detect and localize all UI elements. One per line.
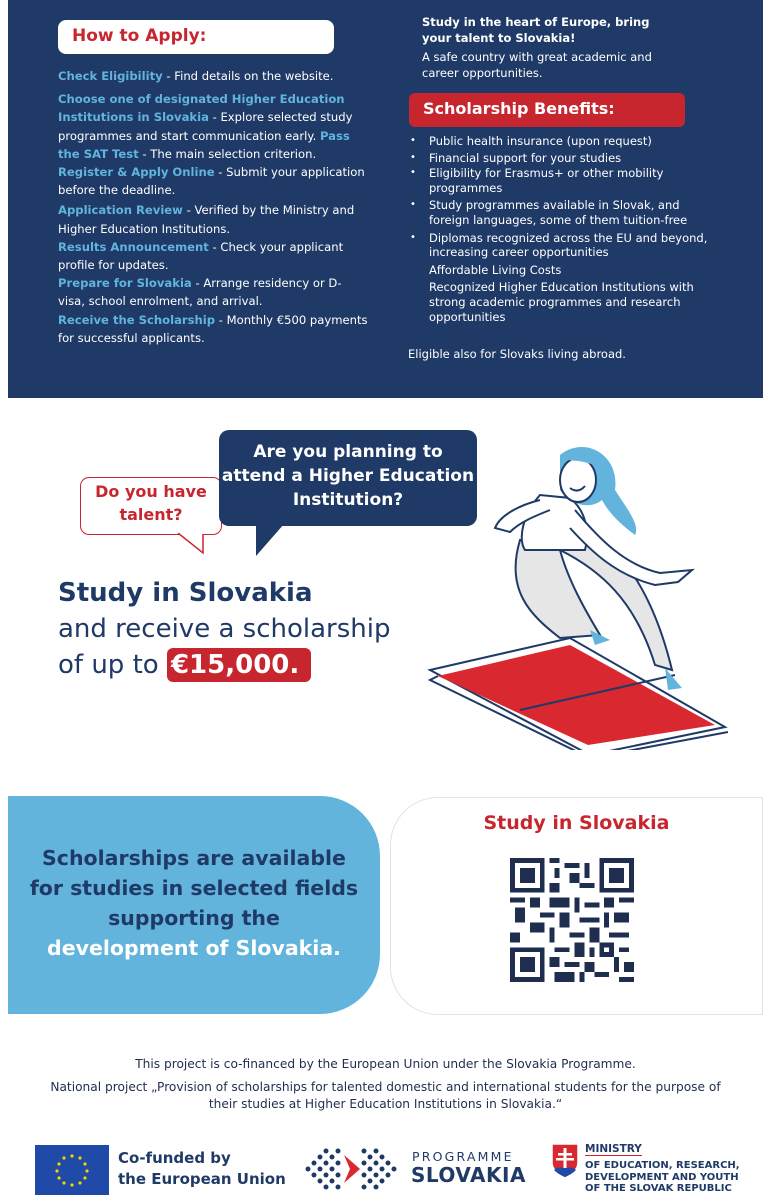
step-3-label: Pass the SAT Test [58, 128, 350, 161]
ministry-label: MINISTRY [585, 1143, 642, 1155]
how-to-apply-title: How to Apply: [72, 26, 207, 46]
step-5: Application Review - Verified by the Ministry and Higher Education Institutions. [58, 203, 355, 236]
scholarship-headline [58, 575, 390, 683]
ministry-name: OF EDUCATION, RESEARCH, DEVELOPMENT AND YOUTH OF THE SLOVAK REPUBLIC [585, 1160, 740, 1194]
headline-line-1: Study in Slovakia [58, 578, 313, 608]
step-2: Choose one of designated Higher Education Institutions in Slovakia - Explore selected study programmes and start communication early. Pass the SAT Test - The main selection criterion. Register & Apply Online - Submit your application before the deadline. [58, 92, 365, 198]
step-8: Receive the Scholarship - Monthly €500 payments for successful applicants. [58, 312, 368, 345]
step-1-label: Check Eligibility [58, 69, 163, 83]
benefits-title: Scholarship Benefits: [423, 99, 615, 118]
intro-block [422, 14, 722, 81]
step-4-label: Register & Apply Online [58, 165, 215, 180]
benefit-item: • Study programmes available in Slovak, and foreign languages, some of them tuition-free [410, 198, 720, 227]
eligible-note: Eligible also for Slovaks living abroad. [408, 347, 626, 361]
step-5-label: Application Review [58, 203, 183, 218]
intro-sub: A safe country with great academic and career opportunities. [422, 50, 652, 80]
eu-flag-icon [35, 1145, 109, 1195]
qr-title: Study in Slovakia [483, 812, 670, 834]
scholarship-fields-text: Scholarships are available for studies in selected fields supporting the development of Slovakia. [29, 846, 359, 960]
footer-national-project-note: National project „Provision of scholarships for talented domestic and international students for the purpose of their studies at Higher Education Institutions in Slovakia.“ [50, 1080, 721, 1111]
scholarship-benefits-heading [409, 93, 685, 127]
footer-cofinanced-note: This project is co-financed by the European Union under the Slovakia Programme. [135, 1057, 636, 1071]
step-1: Check Eligibility - Find details on the website. [58, 69, 334, 83]
eu-cofunded-text: Co-funded by the European Union [118, 1149, 286, 1188]
benefit-item: • Eligibility for Erasmus+ or other mobility programmes [410, 166, 710, 195]
intro-lead: Study in the heart of Europe, bring your talent to Slovakia! [422, 15, 650, 45]
how-to-apply-heading [58, 20, 334, 54]
step-7: Prepare for Slovakia - Arrange residency or D-visa, school enrolment, and arrival. [58, 276, 342, 309]
planning-bubble-tail [256, 524, 284, 556]
student-on-book-illustration [410, 440, 740, 750]
benefit-item: Affordable Living Costs [429, 262, 562, 277]
benefit-item: Recognized Higher Education Institutions with strong academic programmes and research opportunities [429, 280, 694, 324]
programme-slovakia-label: SLOVAKIA [411, 1163, 526, 1187]
talent-bubble-tail [175, 533, 225, 555]
step-6-label: Results Announcement [58, 239, 209, 254]
planning-question: Are you planning to attend a Higher Education Institution? [221, 442, 475, 510]
headline-line-2: and receive a scholarship [58, 614, 391, 644]
step-7-label: Prepare for Slovakia [58, 276, 192, 291]
amount-badge: €15,000. [167, 648, 311, 682]
step-6: Results Announcement - Check your applicant profile for updates. [58, 239, 344, 273]
benefit-item: • Financial support for your studies [410, 151, 730, 166]
benefits-list [410, 134, 730, 327]
apply-steps-list [58, 67, 368, 347]
talent-question: Do you have talent? [95, 482, 207, 524]
programme-slovakia-logo-icon [302, 1143, 402, 1195]
qr-code-icon[interactable] [510, 858, 634, 982]
benefit-item: • Diplomas recognized across the EU and beyond, increasing career opportunities [410, 231, 730, 260]
step-8-label: Receive the Scholarship [58, 312, 216, 327]
programme-label: PROGRAMME [412, 1149, 514, 1164]
headline-line-3: of up to €15,000. [58, 647, 390, 683]
slovak-crest-icon [551, 1143, 579, 1179]
benefit-item: • Public health insurance (upon request) [410, 134, 730, 149]
step-2-label: Choose one of designated Higher Education Institutions in Slovakia [58, 92, 345, 125]
